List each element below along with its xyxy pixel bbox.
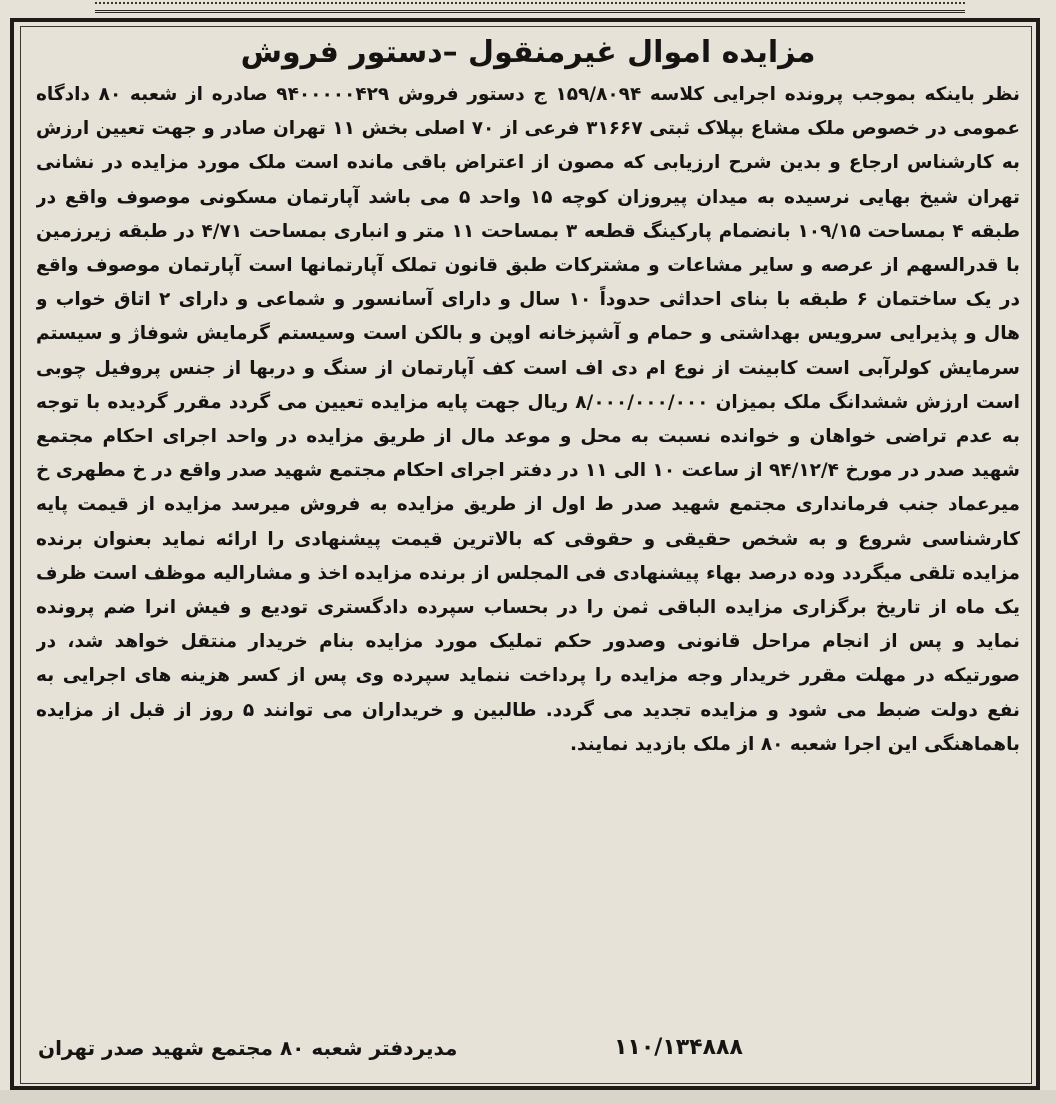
notice-body: نظر باینکه بموجب پرونده اجرایی کلاسه ۱۵۹/۸۰۹۴ ج دستور فروش ۹۴۰۰۰۰۰۴۲۹ صادره از شعبه ۸۰ دادگاه عمومی در خصوص ملک مشاع بپلاک ثبتی ۳۱۶۶۷ فرعی از ۷۰ اصلی بخش ۱۱ تهران صادر و جهت تعیین ارزش به کارشناس ارجاع و بدین شرح ارزیابی که مصون از اعتراض باقی مانده است ملک مورد مزایده در نشانی تهران شیخ بهایی نرسیده به میدان پیروزان کوچه ۱۵ واحد ۵ می باشد آپارتمان مسکونی موصوف واقع در طبقه ۴ بمساحت ۱۰۹/۱۵ بانضمام پارکینگ قطعه ۳ بمساحت ۱۱ متر و انباری بمساحت ۴/۷۱ در طبقه زیرزمین با قدرالسهم از عرصه و سایر مشاعات و مشترکات طبق قانون تملک آپارتمانها است آپارتمان موصوف واقع در یک ساختمان ۶ طبقه با بنای احداثی حدوداً ۱۰ سال و دارای آسانسور و شماعی و دارای ۲ اتاق خواب و هال و پذیرایی سرویس بهداشتی و حمام و آشپزخانه اوپن و بالکن است وسیستم گرمایش شوفاژ و سیستم سرمایش کولرآبی است کابینت از نوع ام دی اف است کف آپارتمان از سنگ و دربها از جنس پروفیل چوبی است ارزش ششدانگ ملک بمیزان ۸/۰۰۰/۰۰۰/۰۰۰ ریال جهت پایه مزایده تعیین می گردد مقرر گردیده با توجه به عدم تراضی خواهان و خوانده نسبت به محل و موعد مال از طریق مزایده در واحد اجرای احکام مجتمع شهید صدر در مورخ ۹۴/۱۲/۴ از ساعت ۱۰ الی ۱۱ در دفتر اجرای احکام مجتمع شهید صدر واقع در خ مطهری خ میرعماد جنب فرمانداری مجتمع شهید صدر ط اول از طریق مزایده به فروش میرسد مزایده از قیمت پایه کارشناسی شروع و به شخص حقیقی و حقوقی که بالاترین قیمت پیشنهادی را ارائه نماید بعنوان برنده مزایده تلقی میگردد وده درصد بهاء پیشنهادی فی المجلس از برنده مزایده اخذ و مشارالیه موظف است ظرف یک ماه از تاریخ برگزاری مزایده الباقی ثمن را در بحساب سپرده دادگستری تودیع و فیش انرا ضم پرونده نماید و پس از انجام مراحل قانونی وصدور حکم تملیک مورد مزایده بنام خریدار منتقل خواهد شد، در صورتیکه در مهلت مقرر خریدار وجه مزایده را پرداخت ننماید سپرده وی پس از کسر هزینه های اجرایی به نفع دولت ضبط می شود و مزایده تجدید می گردد. طالبین و خریداران می توانند ۵ روز از قبل از مزایده باهماهنگی این اجرا شعبه ۸۰ از ملک بازدید نمایند. [36,84,1020,755]
scan-bottom-edge [0,1090,1056,1104]
auction-notice [32,30,1024,1070]
notice-reference-number: ۱۱۰/۱۳۴۸۸۸ [614,1035,743,1060]
court-office-signature: مدیردفتر شعبه ۸۰ مجتمع شهید صدر تهران [38,1036,458,1060]
notice-footer [32,1026,1024,1070]
notice-title: مزایده اموال غیرمنقول –دستور فروش [240,35,816,70]
top-decorative-rule [95,0,965,13]
